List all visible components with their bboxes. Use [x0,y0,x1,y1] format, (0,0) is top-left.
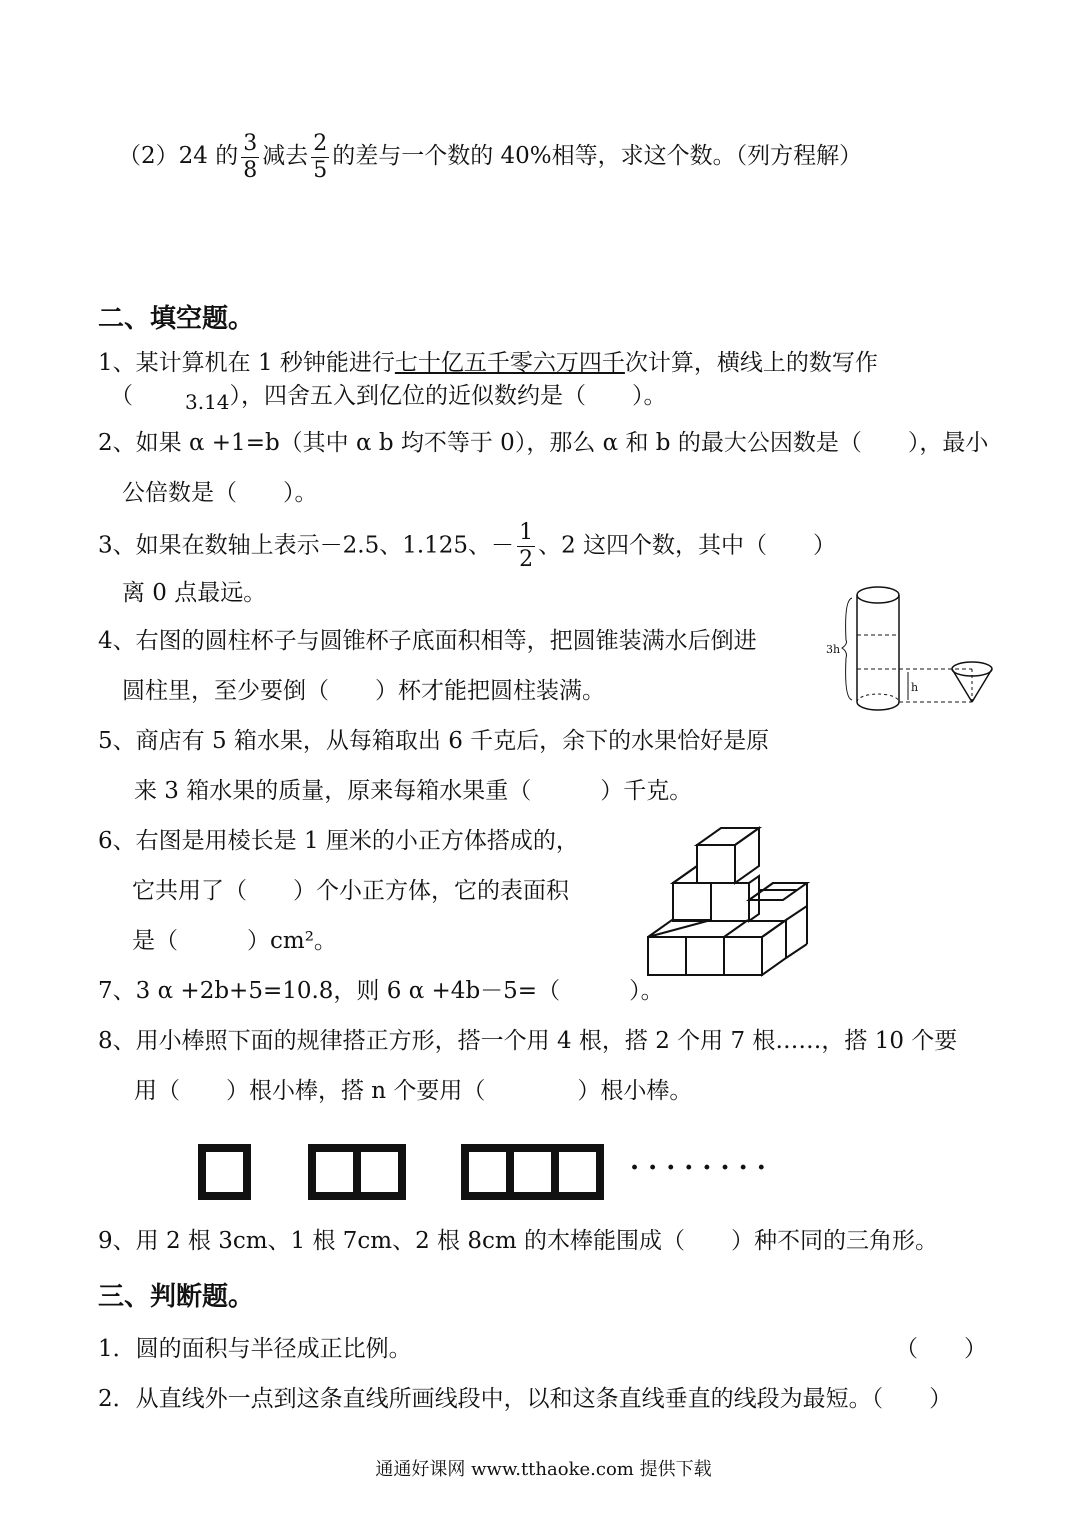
q8-line2: 用（ ）根小棒，搭 n 个要用（ ）根小棒。 [134,1078,693,1104]
q1-line1: 1、某计算机在 1 秒钟能进行七十亿五千零六万四千次计算，横线上的数写作 [98,350,878,376]
q3-line2: 离 0 点最远。 [122,580,267,606]
overlay-3-14: 3.14 [185,390,230,414]
q4-line2: 圆柱里，至少要倒（ ）杯才能把圆柱装满。 [122,678,605,704]
fraction-1-2: $\frac{1}{2}$ [519,520,534,572]
judge-2: 2．从直线外一点到这条直线所画线段中，以和这条直线垂直的线段为最短。（ ） [98,1386,953,1412]
section-title-judgment: 三、判断题。 [98,1282,255,1312]
continuation-dots: · · · · · · · · [630,1153,766,1183]
judge-1: 1．圆的面积与半径成正比例。 [98,1336,412,1362]
section-title-fill-blank: 二、填空题。 [98,304,255,334]
fraction-2-5: $\frac{2}{5}$ [313,130,328,183]
q2-line2: 公倍数是（ ）。 [122,480,318,506]
q8-line1: 8、用小棒照下面的规律搭正方形，搭一个用 4 根，搭 2 个用 7 根……，搭 10 个要 [98,1028,958,1054]
judge-1-blank: （ ） [895,1336,987,1362]
q6-line1: 6、右图是用棱长是 1 厘米的小正方体搭成的， [98,828,579,854]
q5-line1: 5、商店有 5 箱水果，从每箱取出 6 千克后，余下的水果恰好是原 [98,728,770,754]
one-square [202,1148,247,1196]
q6-line3: 是（ ）cm²。 [132,928,337,954]
three-squares-b [510,1148,555,1196]
label-h: h [911,681,919,694]
q3-line1: 3、如果在数轴上表示－2.5、1.125、－ $\frac{1}{2}$ 、2 这四个数，其中（ ） [98,520,837,572]
prev-question: （2）24 的 $\frac{3}{8}$ 减去 $\frac{2}{5}$ 的差与一个数的 40%相等，求这个数。（列方程解） [118,130,863,183]
q2-line1: 2、如果 α +1=b（其中 α b 均不等于 0），那么 α 和 b 的最大公因数是（ ），最小 [98,430,989,456]
three-squares-c [555,1148,600,1196]
stacked-cubes-figure [640,820,820,980]
q5-line2: 来 3 箱水果的质量，原来每箱水果重（ ）千克。 [134,778,693,804]
label-3h: 3h [826,643,841,656]
two-squares-b [357,1148,402,1196]
q4-line1: 4、右图的圆柱杯子与圆锥杯子底面积相等，把圆锥装满水后倒进 [98,628,757,654]
q6-line2: 它共用了（ ）个小正方体，它的表面积 [132,878,569,904]
q7: 7、3 α +2b+5=10.8，则 6 α +4b－5=（ ）。 [98,978,664,1004]
three-squares-a [465,1148,510,1196]
q9: 9、用 2 根 3cm、1 根 7cm、2 根 8cm 的木棒能围成（ ）种不同的三角形。 [98,1228,938,1254]
underlined-number-words: 七十亿五千零六万四千 [394,350,625,376]
cylinder-cone-figure [822,580,1032,725]
two-squares-a [312,1148,357,1196]
fraction-3-8: $\frac{3}{8}$ [243,130,258,183]
q1-line2: （ 3.14），四舍五入到亿位的近似数约是（ ）。 [110,381,667,411]
footer-credit: 通通好课网 www.tthaoke.com 提供下载 [375,1459,712,1480]
matchstick-squares-figure [190,1138,790,1208]
